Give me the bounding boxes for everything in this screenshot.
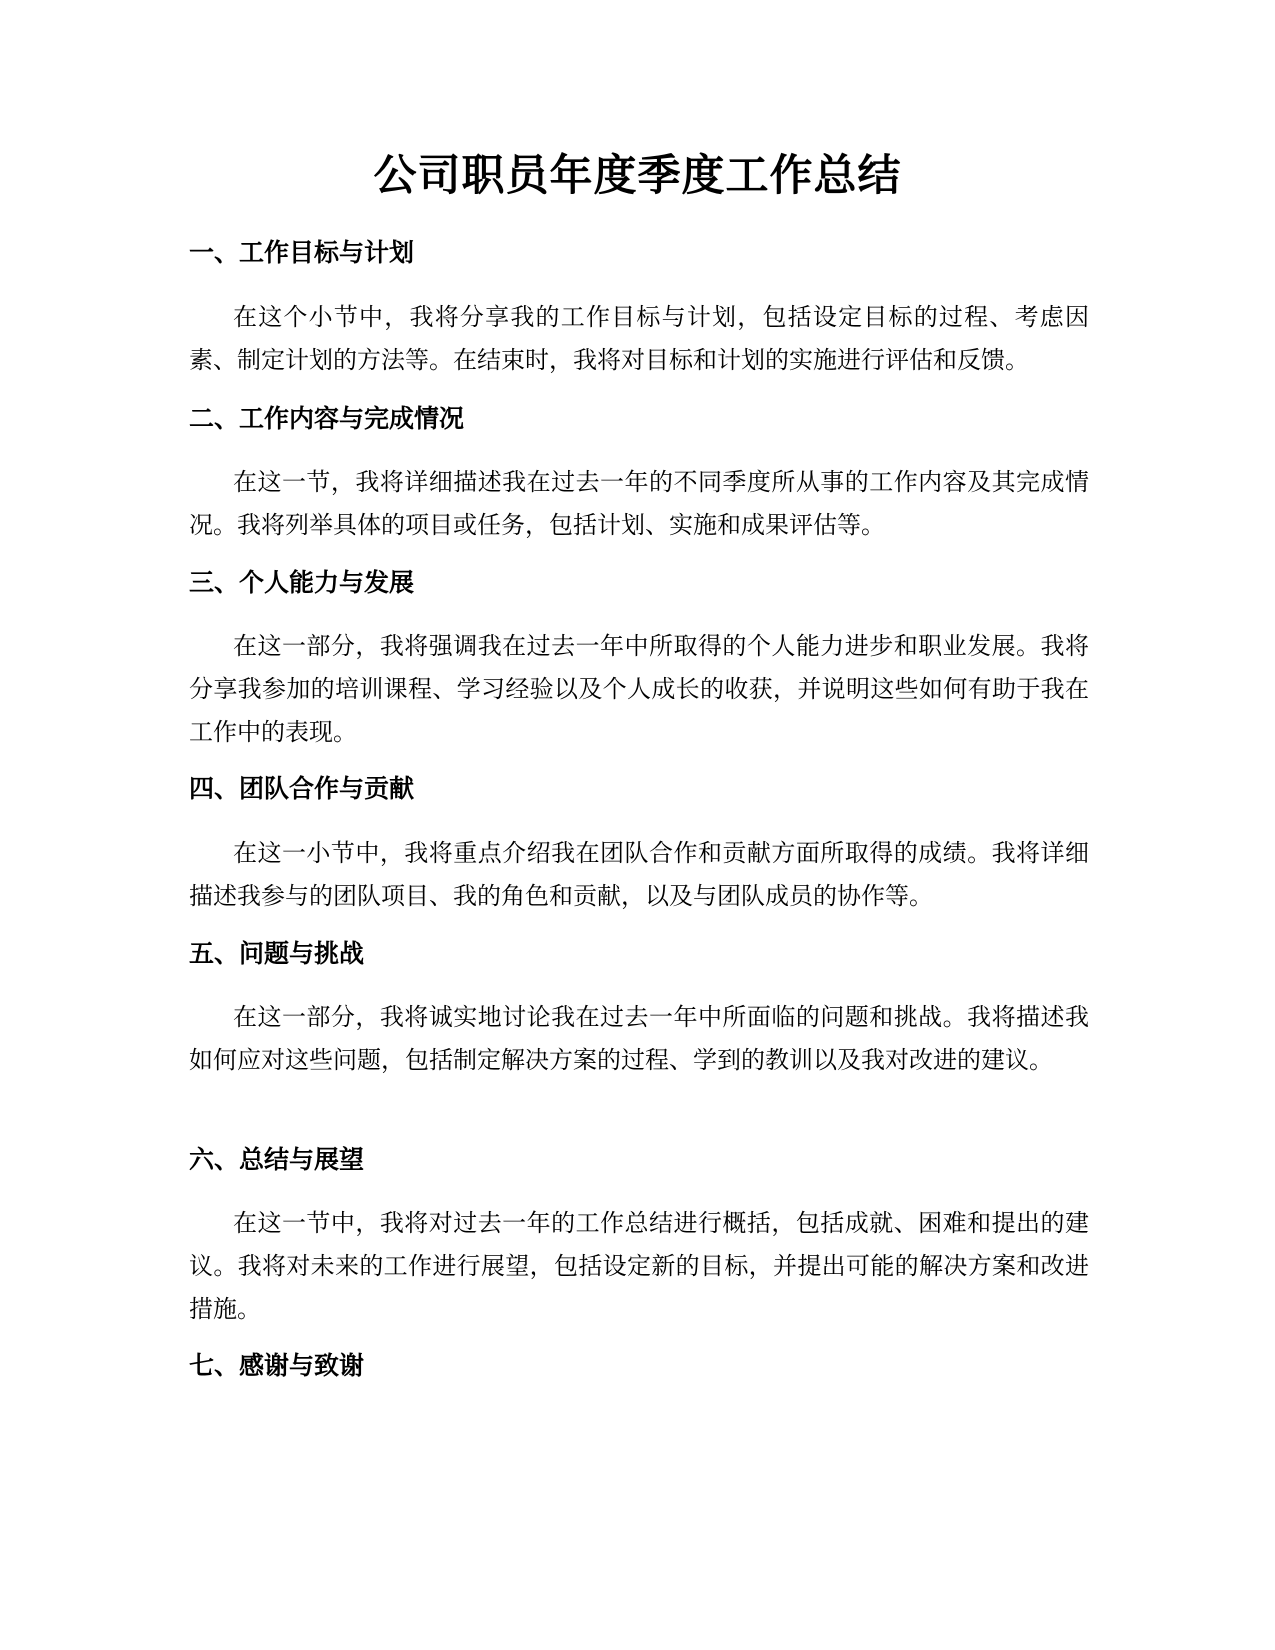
section-heading-work-content: 二、工作内容与完成情况	[189, 404, 465, 433]
section-body-challenges: 在这一部分，我将诚实地讨论我在过去一年中所面临的问题和挑战。我将描述我如何应对这些问题，包括制定解决方案的过程、学到的教训以及我对改进的建议。	[189, 1003, 1089, 1074]
section-body-summary: 在这一节中，我将对过去一年的工作总结进行概括，包括成就、困难和提出的建议。我将对未来的工作进行展望，包括设定新的目标，并提出可能的解决方案和改进措施。	[189, 1209, 1089, 1323]
section-heading-challenges: 五、问题与挑战	[189, 939, 365, 968]
section-heading-summary: 六、总结与展望	[189, 1145, 365, 1174]
section-heading-acknowledgements: 七、感谢与致谢	[189, 1351, 365, 1380]
document-title: 公司职员年度季度工作总结	[373, 151, 902, 201]
section-body-teamwork: 在这一小节中，我将重点介绍我在团队合作和贡献方面所取得的成绩。我将详细描述我参与的团队项目、我的角色和贡献，以及与团队成员的协作等。	[189, 839, 1089, 910]
section-heading-teamwork: 四、团队合作与贡献	[189, 774, 415, 803]
section-body-work-content: 在这一节，我将详细描述我在过去一年的不同季度所从事的工作内容及其完成情况。我将列举具体的项目或任务，包括计划、实施和成果评估等。	[189, 468, 1089, 539]
section-body-goals: 在这个小节中，我将分享我的工作目标与计划，包括设定目标的过程、考虑因素、制定计划的方法等。在结束时，我将对目标和计划的实施进行评估和反馈。	[189, 303, 1089, 374]
section-body-personal-development: 在这一部分，我将强调我在过去一年中所取得的个人能力进步和职业发展。我将分享我参加的培训课程、学习经验以及个人成长的收获，并说明这些如何有助于我在工作中的表现。	[189, 632, 1089, 746]
section-heading-personal-development: 三、个人能力与发展	[189, 568, 415, 597]
section-heading-goals: 一、工作目标与计划	[189, 238, 415, 267]
